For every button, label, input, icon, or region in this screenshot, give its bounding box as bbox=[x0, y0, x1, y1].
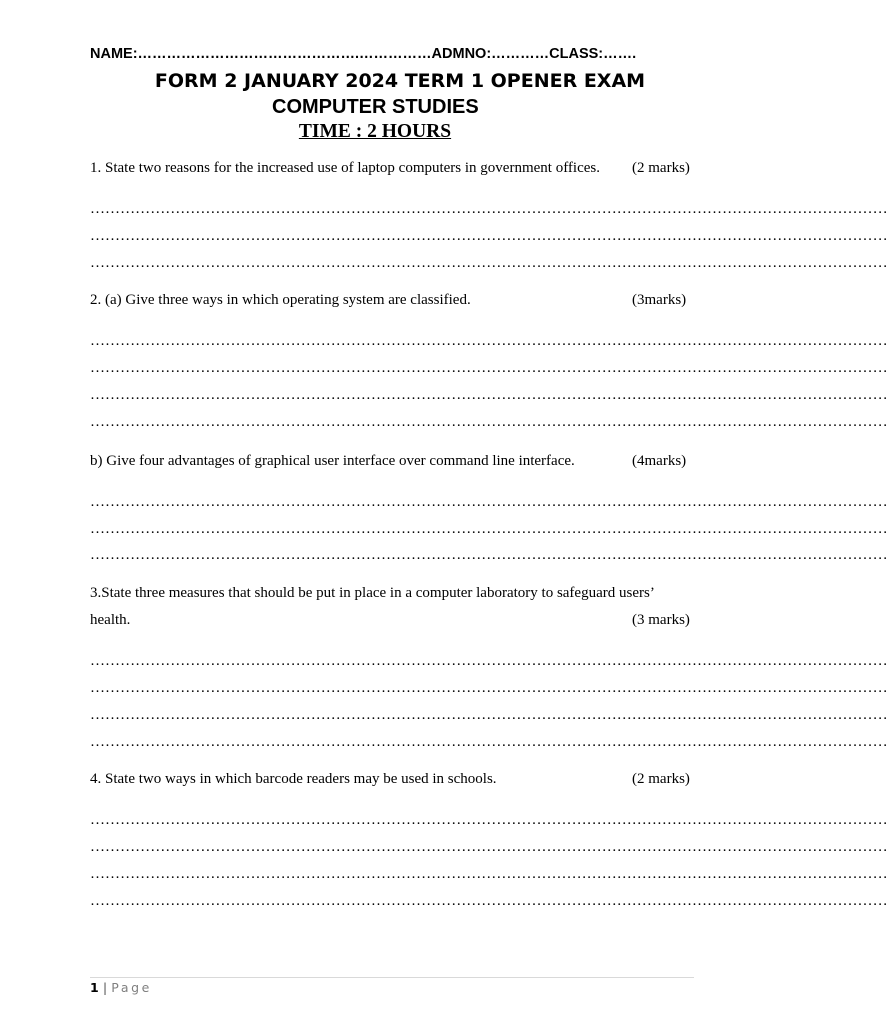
exam-title: FORM 2 JANUARY 2024 TERM 1 OPENER EXAM bbox=[154, 70, 646, 92]
question-4-marks: (2 marks) bbox=[632, 771, 690, 787]
question-3-marks: (3 marks) bbox=[632, 612, 690, 628]
answer-line: …………………………………………………………………………………………………………………………………………… bbox=[90, 866, 888, 882]
answer-line: …………………………………………………………………………………………………………………………………………… bbox=[90, 707, 888, 723]
answer-line: …………………………………………………………………………………………………………………………………………… bbox=[90, 547, 888, 563]
footer-separator: | bbox=[102, 980, 108, 995]
answer-line: …………………………………………………………………………………………………………………………………………… bbox=[90, 893, 888, 909]
answer-line: …………………………………………………………………………………………………………………………………………… bbox=[90, 653, 888, 669]
question-2b-marks: (4marks) bbox=[632, 453, 687, 469]
answer-line: …………………………………………………………………………………………………………………………………………… bbox=[90, 360, 888, 376]
answer-line: …………………………………………………………………………………………………………………………………………… bbox=[90, 812, 888, 828]
question-1-marks: (2 marks) bbox=[632, 160, 690, 176]
exam-duration: TIME : 2 HOURS bbox=[298, 121, 452, 142]
question-3-text-line2: health. bbox=[90, 612, 131, 628]
answer-line: …………………………………………………………………………………………………………………………………………… bbox=[90, 333, 888, 349]
answer-line: …………………………………………………………………………………………………………………………………………… bbox=[90, 201, 888, 217]
question-2a-text: 2. (a) Give three ways in which operating system are classified. bbox=[90, 292, 471, 308]
question-2b-text: b) Give four advantages of graphical user interface over command line interface. bbox=[90, 453, 575, 469]
page-footer bbox=[90, 980, 152, 995]
question-3-text-line1: 3.State three measures that should be put in place in a computer laboratory to safeguard users’ bbox=[90, 585, 655, 601]
answer-line: …………………………………………………………………………………………………………………………………………… bbox=[90, 734, 888, 750]
footer-divider bbox=[90, 977, 694, 978]
page-number: 1 bbox=[90, 980, 99, 995]
answer-line: …………………………………………………………………………………………………………………………………………… bbox=[90, 521, 888, 537]
question-2a-marks: (3marks) bbox=[632, 292, 687, 308]
subject-title: COMPUTER STUDIES bbox=[272, 96, 479, 118]
student-details-line: NAME:……………………………………….……………ADMNO:…………CLASS:……. bbox=[90, 46, 637, 62]
question-1-text: 1. State two reasons for the increased use of laptop computers in government offices. bbox=[90, 160, 600, 176]
answer-line: …………………………………………………………………………………………………………………………………………… bbox=[90, 228, 888, 244]
answer-line: …………………………………………………………………………………………………………………………………………… bbox=[90, 414, 888, 430]
question-4-text: 4. State two ways in which barcode readers may be used in schools. bbox=[90, 771, 497, 787]
answer-line: …………………………………………………………………………………………………………………………………………… bbox=[90, 387, 888, 403]
page-label: Page bbox=[111, 980, 152, 995]
answer-line: …………………………………………………………………………………………………………………………………………… bbox=[90, 255, 888, 271]
answer-line: …………………………………………………………………………………………………………………………………………… bbox=[90, 680, 888, 696]
answer-line: …………………………………………………………………………………………………………………………………………… bbox=[90, 494, 888, 510]
answer-line: …………………………………………………………………………………………………………………………………………… bbox=[90, 839, 888, 855]
